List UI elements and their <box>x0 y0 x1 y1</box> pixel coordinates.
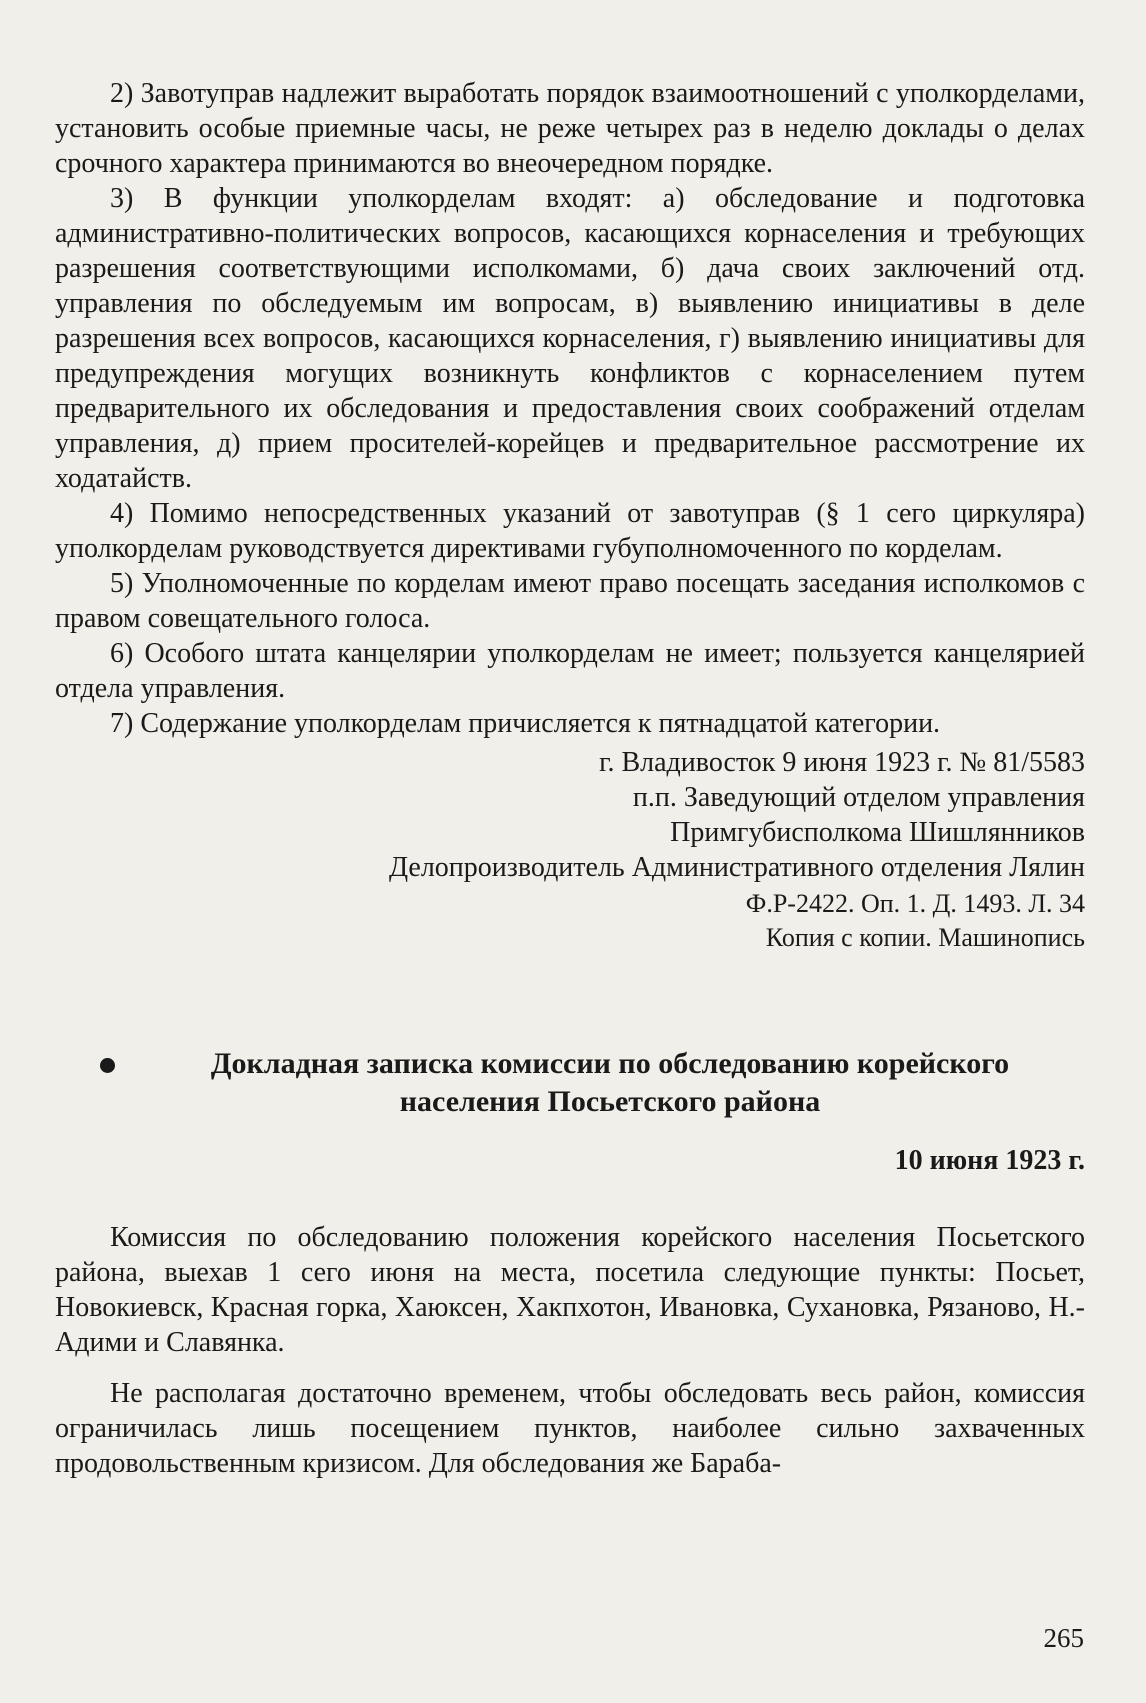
signature-line-1: п.п. Заведующий отделом управления <box>632 782 1085 813</box>
paragraph-2: 2) Завотуправ надлежит выработать порядок взаимоотношений с уполкорделами, установить особые приемные часы, не реже четырех раз в неделю доклады о делах срочного характера принимаются во внеочередном порядке. <box>55 78 1085 179</box>
page-number: 265 <box>1043 1623 1084 1653</box>
signature-line-2: Примгубисполкома Шишлянников <box>670 817 1085 848</box>
archive-reference <box>55 887 1085 955</box>
heading-line-1: Докладная записка комиссии по обследованию корейского <box>210 1047 1010 1080</box>
signature-block <box>55 745 1085 885</box>
document-date: 10 июня 1923 г. <box>894 1145 1085 1176</box>
paragraph-gap <box>55 1360 1085 1376</box>
paragraph-commission: Комиссия по обследованию положения корейского населения Посьетского района, выехав 1 сего июня на места, посетила следующие пункты: Посьет, Новокиевск, Красная горка, Хаюксен, Хакпхотон, Ивановка, Сухановка, Рязаново, Н.-Адими и Славянка. <box>55 1222 1085 1358</box>
paragraph-time: Не располагая достаточно временем, чтобы обследовать весь район, комиссия ограничилась лишь посещением пунктов, наиболее сильно захваченных продовольственным кризисом. Для обследования же Бараба- <box>55 1378 1085 1479</box>
archive-note: Копия с копии. Машинопись <box>765 923 1085 952</box>
paragraph-6: 6) Особого штата канцелярии уполкорделам не имеет; пользуется канцелярией отдела управления. <box>55 638 1085 704</box>
heading-line-2: населения Посьетского района <box>399 1085 821 1118</box>
bottom-text-block <box>55 1220 1085 1481</box>
paragraph-3: 3) В функции уполкорделам входят: а) обследование и подготовка административно-политических вопросов, касающихся корнаселения и требующих разрешения соответствующими исполкомами, б) дача своих заключений отд. управления по обследуемым им вопросам, в) выявлению инициативы в деле разрешения всех вопросов, касающихся корнаселения, г) выявлению инициативы для предупреждения могущих возникнуть конфликтов с корнаселением путем предварительного их обследования и предоставления своих соображений отделам управления, д) прием просителей-корейцев и предварительное рассмотрение их ходатайств. <box>55 183 1085 494</box>
paragraph-5: 5) Уполномоченные по корделам имеют право посещать заседания исполкомов с правом совещательного голоса. <box>55 568 1085 634</box>
top-text-block <box>55 76 1085 741</box>
bullet-icon <box>100 1058 115 1073</box>
signature-place-date: г. Владивосток 9 июня 1923 г. № 81/5583 <box>599 747 1085 778</box>
paragraph-7: 7) Содержание уполкорделам причисляется к пятнадцатой категории. <box>110 708 941 739</box>
signature-line-3: Делопроизводитель Административного отделения Лялин <box>388 852 1085 883</box>
archive-ref: Ф.Р-2422. Оп. 1. Д. 1493. Л. 34 <box>745 889 1085 918</box>
paragraph-4: 4) Помимо непосредственных указаний от завотуправ (§ 1 сего циркуляра) уполкорделам руководствуется директивами губуполномоченного по корделам. <box>55 498 1085 564</box>
section-heading <box>55 1045 1125 1121</box>
